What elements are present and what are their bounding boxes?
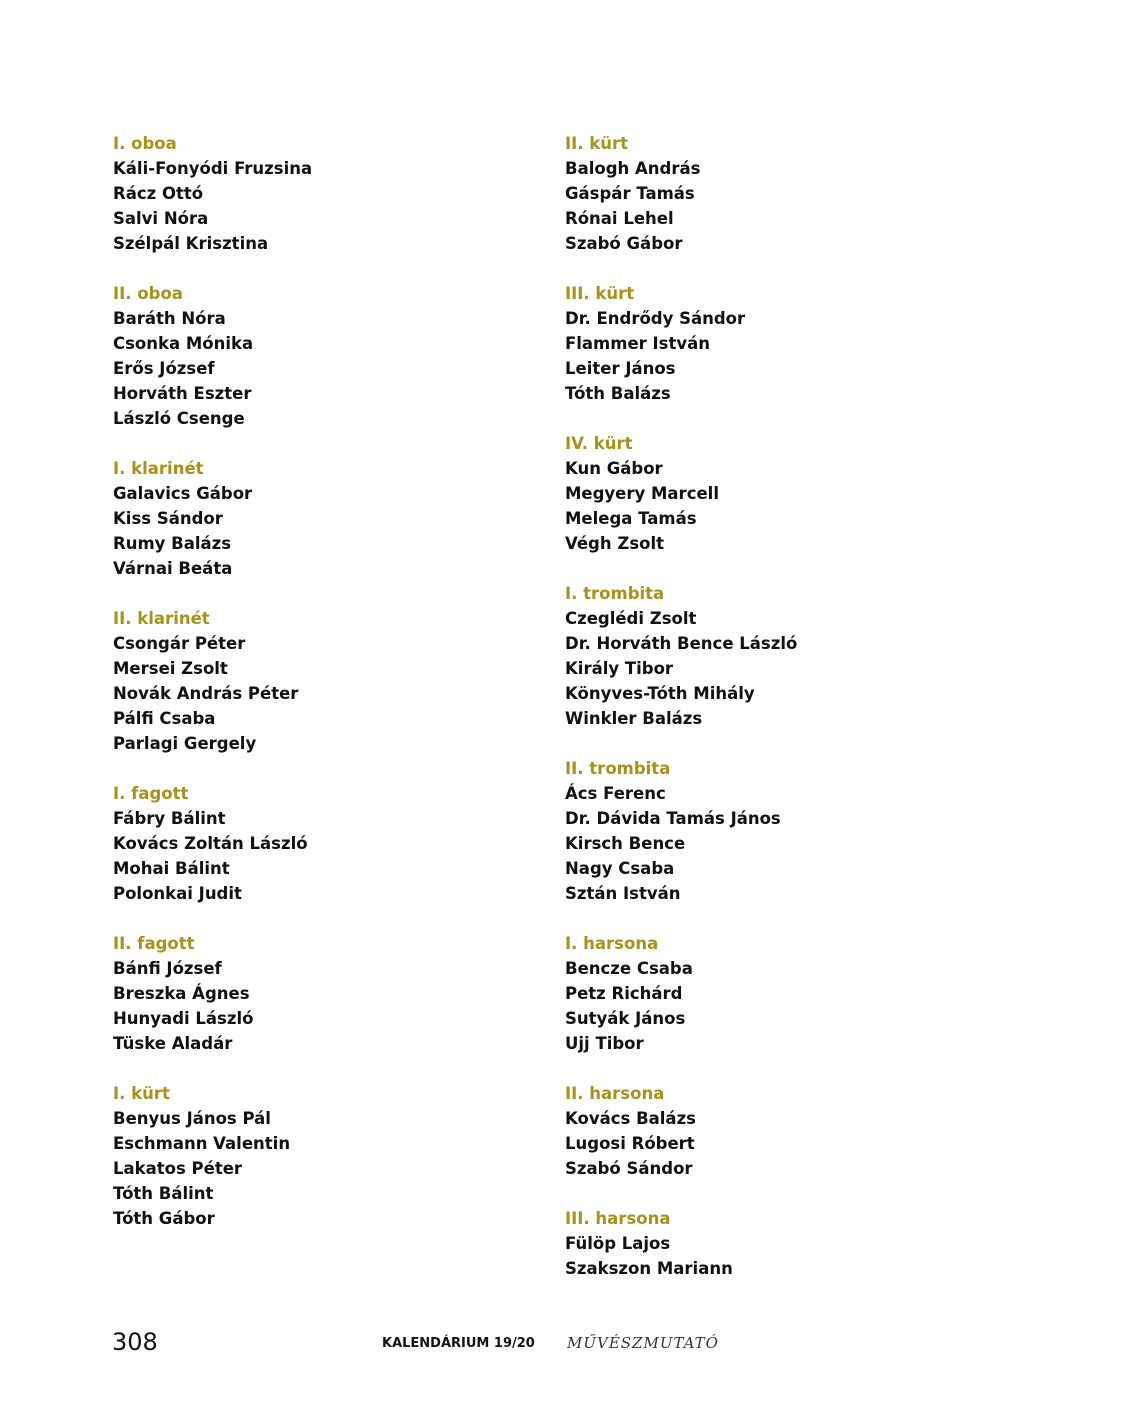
- member-name: Baráth Nóra: [113, 309, 226, 328]
- section-title: I. trombita: [565, 584, 665, 603]
- instrument-section: [565, 281, 985, 406]
- left-column: [113, 131, 533, 1256]
- member-name: Bencze Csaba: [565, 959, 693, 978]
- member-name: Petz Richárd: [565, 984, 683, 1003]
- member-name: Flammer István: [565, 334, 711, 353]
- member-name: Dr. Horváth Bence László: [565, 634, 798, 653]
- instrument-section: [113, 781, 533, 906]
- member-name: Szélpál Krisztina: [113, 234, 269, 253]
- page-footer: [0, 1326, 1123, 1366]
- member-name: Mohai Bálint: [113, 859, 230, 878]
- section-title: I. harsona: [565, 934, 659, 953]
- member-name: Rácz Ottó: [113, 184, 204, 203]
- instrument-section: [113, 281, 533, 431]
- section-title: II. oboa: [113, 284, 183, 303]
- member-name: Kovács Balázs: [565, 1109, 696, 1128]
- member-name: Dr. Dávida Tamás János: [565, 809, 781, 828]
- section-title: III. harsona: [565, 1209, 671, 1228]
- member-name: Csongár Péter: [113, 634, 246, 653]
- member-name: Király Tibor: [565, 659, 674, 678]
- instrument-section: [565, 1206, 985, 1281]
- instrument-section: [113, 1081, 533, 1231]
- instrument-section: [113, 606, 533, 756]
- member-name: Kiss Sándor: [113, 509, 223, 528]
- member-name: Hunyadi László: [113, 1009, 254, 1028]
- member-name: Mersei Zsolt: [113, 659, 228, 678]
- member-name: Bánfi József: [113, 959, 222, 978]
- member-name: Rónai Lehel: [565, 209, 674, 228]
- member-name: Tüske Aladár: [113, 1034, 233, 1053]
- member-name: Csonka Mónika: [113, 334, 254, 353]
- member-name: Leiter János: [565, 359, 676, 378]
- publication-title: KALENDÁRIUM 19/20: [382, 1336, 535, 1351]
- member-name: Kovács Zoltán László: [113, 834, 308, 853]
- member-name: Benyus János Pál: [113, 1109, 271, 1128]
- member-name: Polonkai Judit: [113, 884, 242, 903]
- member-name: Galavics Gábor: [113, 484, 253, 503]
- member-name: Ujj Tibor: [565, 1034, 644, 1053]
- member-name: Sztán István: [565, 884, 681, 903]
- member-name: Nagy Csaba: [565, 859, 675, 878]
- member-name: Megyery Marcell: [565, 484, 719, 503]
- section-title: III. kürt: [565, 284, 635, 303]
- member-name: Kirsch Bence: [565, 834, 686, 853]
- member-name: Horváth Eszter: [113, 384, 252, 403]
- member-name: Könyves-Tóth Mihály: [565, 684, 755, 703]
- member-name: László Csenge: [113, 409, 245, 428]
- member-name: Eschmann Valentin: [113, 1134, 291, 1153]
- right-column: [565, 131, 985, 1306]
- section-title: I. kürt: [113, 1084, 170, 1103]
- member-name: Ács Ferenc: [565, 784, 666, 803]
- section-title: I. klarinét: [113, 459, 204, 478]
- member-name: Szabó Gábor: [565, 234, 683, 253]
- member-name: Gáspár Tamás: [565, 184, 695, 203]
- member-name: Szabó Sándor: [565, 1159, 693, 1178]
- member-name: Czeglédi Zsolt: [565, 609, 697, 628]
- member-name: Pálfi Csaba: [113, 709, 216, 728]
- member-name: Rumy Balázs: [113, 534, 232, 553]
- member-name: Várnai Beáta: [113, 559, 233, 578]
- member-name: Tóth Bálint: [113, 1184, 214, 1203]
- instrument-section: [113, 456, 533, 581]
- instrument-section: [565, 581, 985, 731]
- page-number: 308: [112, 1328, 158, 1356]
- member-name: Melega Tamás: [565, 509, 697, 528]
- section-title: II. harsona: [565, 1084, 665, 1103]
- section-title: II. trombita: [565, 759, 671, 778]
- member-name: Kun Gábor: [565, 459, 663, 478]
- member-name: Salvi Nóra: [113, 209, 209, 228]
- member-name: Novák András Péter: [113, 684, 299, 703]
- member-name: Lakatos Péter: [113, 1159, 243, 1178]
- member-name: Parlagi Gergely: [113, 734, 257, 753]
- member-name: Káli-Fonyódi Fruzsina: [113, 159, 313, 178]
- member-name: Erős József: [113, 359, 215, 378]
- member-name: Winkler Balázs: [565, 709, 703, 728]
- section-title: I. fagott: [113, 784, 189, 803]
- section-title: II. klarinét: [113, 609, 210, 628]
- member-name: Fábry Bálint: [113, 809, 226, 828]
- section-label: MŰVÉSZMUTATÓ: [567, 1334, 719, 1352]
- member-name: Sutyák János: [565, 1009, 686, 1028]
- instrument-section: [565, 131, 985, 256]
- member-name: Breszka Ágnes: [113, 984, 250, 1003]
- section-title: IV. kürt: [565, 434, 633, 453]
- member-name: Tóth Gábor: [113, 1209, 215, 1228]
- instrument-section: [565, 1081, 985, 1181]
- instrument-section: [113, 131, 533, 256]
- section-title: I. oboa: [113, 134, 177, 153]
- member-name: Fülöp Lajos: [565, 1234, 671, 1253]
- member-name: Lugosi Róbert: [565, 1134, 695, 1153]
- member-name: Balogh András: [565, 159, 701, 178]
- section-title: II. fagott: [113, 934, 195, 953]
- instrument-section: [565, 931, 985, 1056]
- instrument-section: [565, 431, 985, 556]
- member-name: Tóth Balázs: [565, 384, 671, 403]
- instrument-section: [565, 756, 985, 906]
- member-name: Végh Zsolt: [565, 534, 665, 553]
- member-name: Dr. Endrődy Sándor: [565, 309, 746, 328]
- section-title: II. kürt: [565, 134, 629, 153]
- instrument-section: [113, 931, 533, 1056]
- member-name: Szakszon Mariann: [565, 1259, 733, 1278]
